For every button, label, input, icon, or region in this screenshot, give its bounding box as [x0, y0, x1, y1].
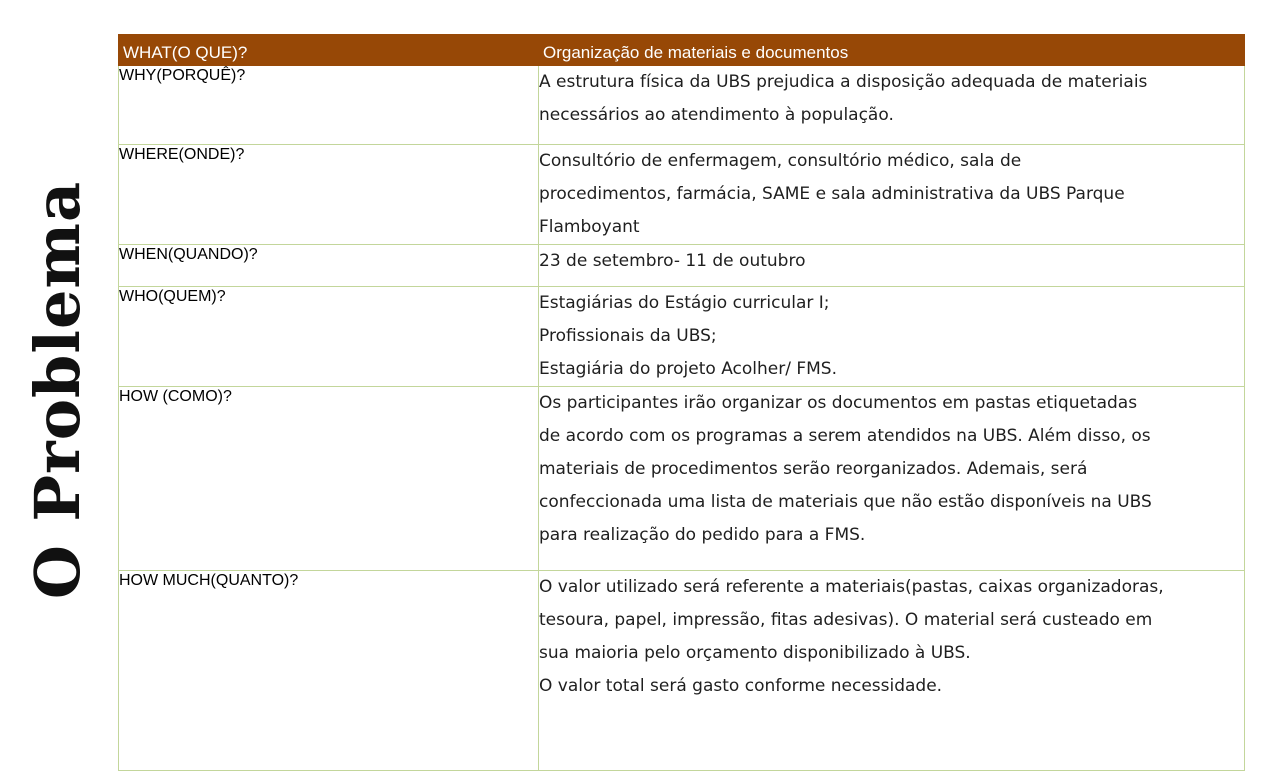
value-line: 23 de setembro- 11 de outubro [539, 251, 806, 271]
row-value [539, 145, 1245, 245]
value-line: sua maioria pelo orçamento disponibilizado à UBS. [539, 643, 971, 663]
row-value [539, 387, 1245, 571]
value-line: materiais de procedimentos serão reorganizados. Ademais, será [539, 459, 1088, 479]
value-line: tesoura, papel, impressão, fitas adesivas). O material será custeado em [539, 610, 1153, 630]
table-header-row [119, 35, 1245, 66]
value-line: O valor utilizado será referente a materiais(pastas, caixas organizadoras, [539, 577, 1164, 597]
5w2h-table [118, 34, 1245, 771]
value-line: Os participantes irão organizar os documentos em pastas etiquetadas [539, 393, 1138, 413]
value-line: Consultório de enfermagem, consultório médico, sala de [539, 151, 1022, 171]
value-line: confeccionada uma lista de materiais que não estão disponíveis na UBS [539, 492, 1152, 512]
table-row-where [119, 145, 1245, 245]
value-line: de acordo com os programas a serem atendidos na UBS. Além disso, os [539, 426, 1151, 446]
value-line: Flamboyant [539, 217, 640, 237]
row-key: HOW (COMO)? [119, 387, 539, 571]
value-line: A estrutura física da UBS prejudica a disposição adequada de materiais [539, 72, 1148, 92]
table-row-why [119, 66, 1245, 145]
table-row-how [119, 387, 1245, 571]
value-line: Estagiária do projeto Acolher/ FMS. [539, 359, 837, 379]
row-value [539, 571, 1245, 771]
row-key: WHERE(ONDE)? [119, 145, 539, 245]
row-key: WHEN(QUANDO)? [119, 245, 539, 287]
row-key: WHY(PORQUÊ)? [119, 66, 539, 145]
row-value [539, 287, 1245, 387]
header-what-value: Organização de materiais e documentos [539, 35, 1245, 66]
value-line: O valor total será gasto conforme necessidade. [539, 676, 943, 696]
value-line: procedimentos, farmácia, SAME e sala administrativa da UBS Parque [539, 184, 1125, 204]
value-line: Profissionais da UBS; [539, 326, 717, 346]
table-row-when [119, 245, 1245, 287]
table-row-who [119, 287, 1245, 387]
row-key: HOW MUCH(QUANTO)? [119, 571, 539, 771]
row-key: WHO(QUEM)? [119, 287, 539, 387]
value-line: necessários ao atendimento à população. [539, 105, 894, 125]
slide-title: O Problema [21, 180, 94, 600]
row-value [539, 66, 1245, 145]
header-what-label: WHAT(O QUE)? [119, 35, 539, 66]
value-line: Estagiárias do Estágio curricular I; [539, 293, 830, 313]
row-value [539, 245, 1245, 287]
value-line: para realização do pedido para a FMS. [539, 525, 866, 545]
table-row-how-much [119, 571, 1245, 771]
